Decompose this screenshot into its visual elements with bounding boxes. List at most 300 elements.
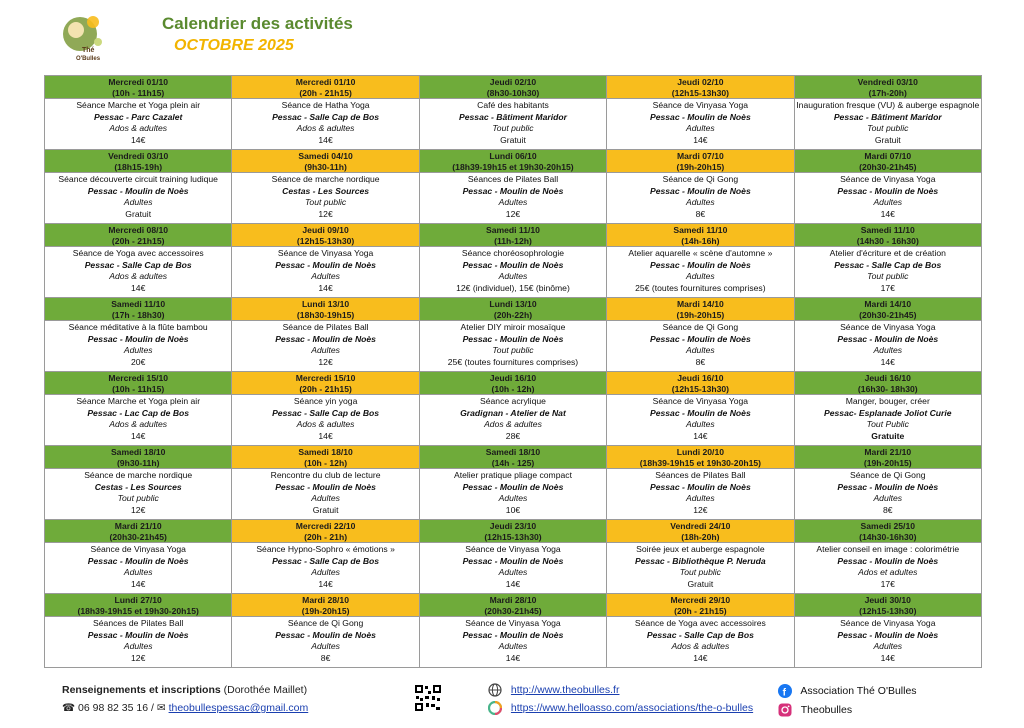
- activity-location: Pessac - Parc Cazalet: [94, 111, 183, 122]
- activity-cell: [607, 520, 794, 594]
- activity-body: [232, 99, 418, 146]
- activity-price: 17€: [880, 282, 895, 293]
- activity-date: Jeudi 16/10: [864, 373, 911, 383]
- mail-icon: ✉: [156, 702, 166, 714]
- activity-title: Café des habitants: [477, 100, 549, 110]
- activity-body: [795, 469, 981, 516]
- activity-body: [420, 543, 606, 590]
- activity-cell: [232, 150, 419, 224]
- activity-audience: Adultes: [686, 271, 715, 281]
- activity-cell: [45, 76, 232, 150]
- activity-location: Pessac - Moulin de Noès: [87, 333, 189, 344]
- activity-header: [232, 594, 418, 617]
- activity-time: (14h - 125): [491, 458, 535, 468]
- activity-date: Mercredi 01/10: [295, 77, 356, 87]
- activity-title: Séance Marche et Yoga plein air: [76, 396, 201, 406]
- activity-price: 14€: [693, 652, 708, 663]
- activity-time: (20h30-21h45): [484, 606, 542, 616]
- activity-time: (18h39-19h15 et 19h30-20h15): [77, 606, 199, 616]
- activity-audience: Adultes: [686, 419, 715, 429]
- activity-audience: Adultes: [311, 345, 340, 355]
- activity-header: [45, 446, 231, 469]
- activity-location: Pessac - Bâtiment Maridor: [833, 111, 942, 122]
- activity-body: [795, 173, 981, 220]
- activity-time: (20h - 21h): [304, 532, 348, 542]
- activity-audience: Tout Public: [866, 419, 909, 429]
- activity-header: [607, 594, 793, 617]
- activity-price: 12€: [505, 208, 521, 219]
- activity-date: Samedi 11/10: [673, 225, 728, 235]
- activity-price: 14€: [318, 282, 333, 293]
- activity-title: Inauguration fresque (VU) & auberge espagnole: [796, 100, 980, 110]
- activity-header: [45, 150, 231, 173]
- activity-cell: [419, 150, 606, 224]
- activity-time: (14h30-16h30): [859, 532, 917, 542]
- activity-time: (10h - 11h15): [112, 88, 165, 98]
- activity-cell: [45, 150, 232, 224]
- activity-body: [420, 395, 606, 442]
- activity-price: 14€: [880, 652, 895, 663]
- activity-location: Pessac - Moulin de Noès: [837, 185, 939, 196]
- calendar-row: [45, 594, 982, 668]
- instagram-icon[interactable]: [778, 703, 792, 717]
- activity-date: Jeudi 02/10: [489, 77, 537, 87]
- activity-body: [45, 321, 231, 368]
- activity-body: [607, 321, 793, 368]
- activity-cell: [419, 76, 606, 150]
- activity-location: Pessac - Moulin de Noès: [87, 629, 189, 640]
- activity-title: Séance yin yoga: [293, 396, 358, 406]
- activity-date: Samedi 18/10: [110, 447, 166, 457]
- activity-price: Gratuit: [687, 578, 714, 589]
- activity-cell: [45, 520, 232, 594]
- activity-location: Pessac- Esplanade Joliot Curie: [824, 407, 952, 418]
- activity-date: Jeudi 30/10: [864, 595, 911, 605]
- activity-date: Samedi 11/10: [485, 225, 540, 235]
- svg-text:f: f: [782, 687, 786, 698]
- activity-audience: Tout public: [304, 197, 347, 207]
- activity-time: (18h30-19h15): [296, 310, 355, 320]
- activity-header: [607, 446, 793, 469]
- activity-audience: Ados & adultes: [109, 271, 168, 281]
- activity-audience: Adultes: [311, 493, 340, 503]
- activity-audience: Tout public: [867, 123, 909, 133]
- activity-cell: [232, 298, 419, 372]
- activity-header: [45, 520, 231, 543]
- instagram-label[interactable]: Theobulles: [800, 703, 853, 716]
- activity-audience: Tout public: [867, 271, 909, 281]
- activity-date: Mercredi 08/10: [108, 225, 169, 235]
- activity-title: Atelier d'écriture et de création: [829, 248, 946, 258]
- activity-price: 12€: [318, 356, 333, 367]
- activity-title: Séance de Yoga avec accessoires: [634, 618, 766, 628]
- activity-cell: [232, 372, 419, 446]
- activity-header: [795, 298, 981, 321]
- activity-header: [420, 150, 606, 173]
- activity-time: (20h - 21h15): [299, 88, 352, 98]
- activity-title: Séance de Vinyasa Yoga: [840, 322, 936, 332]
- activity-audience: Ados & adultes: [109, 123, 168, 133]
- activity-audience: Adultes: [498, 197, 528, 207]
- activity-body: [607, 247, 793, 294]
- helloasso-icon: [488, 701, 502, 715]
- activity-header: [45, 298, 231, 321]
- activity-audience: Adultes: [311, 567, 340, 577]
- activity-price: 12€: [131, 652, 146, 663]
- activity-audience: Adultes: [498, 567, 528, 577]
- activity-price: 14€: [880, 356, 895, 367]
- activity-audience: Ados et adultes: [858, 567, 918, 577]
- activity-title: Séance de Vinyasa Yoga: [652, 100, 749, 110]
- activity-price: Gratuit: [874, 134, 901, 145]
- website-link[interactable]: http://www.theobulles.fr: [510, 683, 620, 696]
- activity-cell: [794, 446, 981, 520]
- activity-audience: Ados & adultes: [296, 419, 355, 429]
- info-line: [62, 684, 307, 696]
- activity-date: Lundi 06/10: [489, 151, 537, 161]
- activity-audience: Tout public: [117, 493, 159, 503]
- activity-header: [607, 150, 793, 173]
- activity-location: Pessac - Moulin de Noès: [837, 333, 939, 344]
- activity-body: [795, 99, 981, 146]
- activity-price: 12€: [318, 208, 333, 219]
- activity-header: [232, 224, 418, 247]
- activity-cell: [794, 520, 981, 594]
- activity-audience: Adultes: [686, 493, 715, 503]
- activity-cell: [794, 150, 981, 224]
- activity-body: [420, 617, 606, 664]
- activity-title: Séance de Vinyasa Yoga: [840, 174, 936, 184]
- activity-time: (17h-20h): [868, 88, 907, 98]
- activity-cell: [419, 594, 606, 668]
- activity-audience: Ados & adultes: [671, 641, 730, 651]
- activity-date: Mardi 28/10: [302, 595, 349, 605]
- activity-price: 14€: [131, 430, 146, 441]
- activity-date: Samedi 04/10: [298, 151, 353, 161]
- activity-date: Samedi 18/10: [298, 447, 353, 457]
- activity-location: Pessac - Salle Cap de Bos: [646, 629, 754, 640]
- activity-location: Pessac - Moulin de Noès: [649, 111, 751, 122]
- activity-location: Pessac - Salle Cap de Bos: [272, 111, 380, 122]
- activity-price: 12€: [131, 504, 146, 515]
- activity-time: (19h-20h15): [863, 458, 912, 468]
- activity-body: [232, 395, 418, 442]
- activity-time: (20h - 21h15): [111, 236, 165, 246]
- activity-time: (18h15-19h): [114, 162, 163, 172]
- activity-cell: [607, 372, 794, 446]
- helloasso-link[interactable]: https://www.helloasso.com/associations/the-o-bulles: [510, 701, 754, 714]
- info-contact: (Dorothée Maillet): [223, 684, 308, 696]
- activity-title: Séance Marche et Yoga plein air: [76, 100, 201, 110]
- calendar-row: [45, 224, 982, 298]
- activity-time: (20h30-21h45): [859, 162, 917, 172]
- contact-line: [62, 702, 308, 714]
- helloasso-line: [488, 701, 753, 715]
- activity-header: [232, 298, 418, 321]
- logo-text-obulles: O'Bulles: [76, 56, 101, 62]
- activity-time: (12h15-13h30): [859, 606, 917, 616]
- activity-location: Pessac - Moulin de Noès: [275, 481, 376, 492]
- activity-body: [607, 395, 793, 442]
- activity-time: (20h-22h): [493, 310, 533, 320]
- activity-cell: [607, 76, 794, 150]
- activity-audience: Adultes: [686, 345, 715, 355]
- activity-date: Samedi 18/10: [485, 447, 541, 457]
- activity-price: 28€: [505, 430, 521, 441]
- activity-title: Séance de Hatha Yoga: [281, 100, 370, 110]
- activity-time: (18h39-19h15 et 19h30-20h15): [639, 458, 762, 468]
- activity-body: [795, 395, 981, 442]
- activity-time: (12h15-13h30): [296, 236, 355, 246]
- activity-location: Pessac - Moulin de Noès: [87, 555, 189, 566]
- activity-title: Soirée jeux et auberge espagnole: [636, 544, 765, 554]
- activity-title: Séance de Vinyasa Yoga: [652, 396, 749, 406]
- activity-header: [795, 224, 981, 247]
- activity-body: [607, 173, 793, 220]
- activity-title: Atelier DIY miroir mosaïque: [460, 322, 566, 332]
- activity-audience: Ados & adultes: [484, 419, 542, 429]
- activity-time: (10h - 11h15): [112, 384, 165, 394]
- activity-header: [420, 594, 606, 617]
- activity-body: [45, 543, 231, 590]
- activity-time: (8h30-10h30): [486, 88, 540, 98]
- activity-location: Pessac - Moulin de Noès: [837, 481, 939, 492]
- activity-time: (12h15-13h30): [671, 88, 730, 98]
- activity-title: Séance de Vinyasa Yoga: [90, 544, 186, 554]
- info-label: Renseignements et inscriptions: [62, 684, 221, 696]
- activity-location: Pessac - Moulin de Noès: [87, 185, 189, 196]
- activity-title: Séances de Pilates Ball: [93, 618, 184, 628]
- activity-body: [795, 617, 981, 664]
- activity-location: Cestas - Les Sources: [94, 481, 182, 492]
- activity-location: Pessac - Salle Cap de Bos: [84, 259, 192, 270]
- activity-body: [795, 543, 981, 590]
- activity-audience: Tout public: [679, 567, 721, 577]
- calendar-row: [45, 76, 982, 150]
- activity-time: (19h-20h15): [301, 606, 350, 616]
- activity-cell: [419, 298, 606, 372]
- activity-cell: [794, 372, 981, 446]
- activity-location: Pessac - Lac Cap de Bos: [87, 407, 190, 418]
- activity-body: [420, 321, 606, 368]
- activity-date: Mardi 21/10: [114, 521, 162, 531]
- activity-price: 20€: [131, 356, 146, 367]
- activity-body: [607, 99, 793, 146]
- activity-cell: [607, 224, 794, 298]
- activity-location: Pessac - Moulin de Noès: [649, 333, 751, 344]
- activity-title: Séance découverte circuit training ludique: [58, 174, 218, 184]
- activity-time: (20h - 21h15): [299, 384, 352, 394]
- activity-price: 8€: [695, 208, 706, 219]
- activity-header: [420, 372, 606, 395]
- activity-audience: Adultes: [498, 493, 528, 503]
- activity-time: (19h-20h15): [676, 162, 725, 172]
- activity-header: [232, 76, 418, 99]
- activity-calendar-grid: [44, 75, 982, 668]
- activity-price: 8€: [320, 652, 331, 663]
- activity-body: [232, 617, 418, 664]
- activity-header: [45, 372, 231, 395]
- activity-body: [45, 469, 231, 516]
- activity-audience: Adultes: [123, 345, 153, 355]
- email-link[interactable]: theobullespessac@gmail.com: [168, 702, 309, 714]
- activity-date: Samedi 11/10: [860, 225, 915, 235]
- activity-header: [420, 520, 606, 543]
- activity-cell: [232, 224, 419, 298]
- activity-title: Manger, bouger, créer: [845, 396, 930, 406]
- facebook-label[interactable]: Association Thé O'Bulles: [800, 684, 917, 697]
- activity-audience: Adultes: [873, 197, 903, 207]
- activity-title: Séance de Vinyasa Yoga: [840, 618, 936, 628]
- activity-cell: [794, 298, 981, 372]
- activity-price: 14€: [318, 578, 333, 589]
- activity-audience: Tout public: [492, 123, 534, 133]
- activity-header: [420, 224, 606, 247]
- activity-cell: [607, 446, 794, 520]
- activity-header: [607, 76, 793, 99]
- activity-title: Atelier conseil en image : colorimétrie: [816, 544, 960, 554]
- activity-header: [45, 594, 231, 617]
- activity-location: Pessac - Bâtiment Maridor: [459, 111, 567, 122]
- activity-price: 25€ (toutes fournitures comprises): [635, 282, 766, 293]
- activity-location: Pessac - Moulin de Noès: [649, 185, 751, 196]
- activity-location: Pessac - Moulin de Noès: [837, 629, 939, 640]
- globe-icon: [488, 683, 502, 697]
- instagram-line: [778, 703, 852, 717]
- activity-header: [232, 150, 418, 173]
- activity-date: Jeudi 16/10: [489, 373, 537, 383]
- activity-body: [420, 99, 606, 146]
- activity-title: Atelier aquarelle « scène d'automne »: [628, 248, 773, 258]
- activity-price: 8€: [695, 356, 706, 367]
- activity-price: 14€: [131, 134, 146, 145]
- activity-header: [607, 520, 793, 543]
- activity-time: (14h-16h): [681, 236, 720, 246]
- activity-body: [420, 469, 606, 516]
- activity-date: Jeudi 23/10: [489, 521, 537, 531]
- activity-price: Gratuite: [871, 430, 905, 441]
- activity-location: Pessac - Moulin de Noès: [275, 629, 376, 640]
- qr-code-icon[interactable]: [414, 684, 442, 712]
- activity-audience: Adultes: [686, 123, 715, 133]
- activity-body: [232, 321, 418, 368]
- activity-date: Mardi 07/10: [864, 151, 912, 161]
- activity-location: Pessac - Moulin de Noès: [275, 259, 376, 270]
- activity-audience: Adultes: [311, 641, 340, 651]
- activity-date: Lundi 13/10: [301, 299, 350, 309]
- activity-cell: [232, 594, 419, 668]
- activity-body: [45, 173, 231, 220]
- activity-header: [420, 298, 606, 321]
- activity-time: (9h30-11h): [304, 162, 347, 172]
- activity-audience: Tout public: [492, 345, 534, 355]
- calendar-row: [45, 520, 982, 594]
- activity-date: Mardi 07/10: [676, 151, 724, 161]
- activity-time: (18h-20h): [681, 532, 720, 542]
- activity-price: 12€ (individuel), 15€ (binôme): [456, 282, 570, 293]
- activity-title: Séance méditative à la flûte bambou: [68, 322, 208, 332]
- activity-cell: [232, 76, 419, 150]
- activity-header: [607, 372, 793, 395]
- activity-location: Pessac - Moulin de Noès: [462, 481, 564, 492]
- activity-price: 14€: [693, 134, 708, 145]
- page-footer: [0, 676, 1024, 728]
- activity-price: 14€: [318, 430, 333, 441]
- activity-price: 14€: [693, 430, 708, 441]
- activity-header: [420, 446, 606, 469]
- activity-date: Mardi 21/10: [864, 447, 912, 457]
- activity-price: 14€: [505, 578, 521, 589]
- activity-audience: Adultes: [686, 197, 715, 207]
- activity-header: [45, 76, 231, 99]
- activity-title: Séance Hypno-Sophro « émotions »: [256, 544, 395, 554]
- facebook-icon[interactable]: [778, 684, 792, 698]
- activity-cell: [232, 520, 419, 594]
- activity-location: Pessac - Moulin de Noès: [462, 629, 564, 640]
- activity-date: Mercredi 29/10: [670, 595, 731, 605]
- activity-location: Pessac - Bibliothèque P. Neruda: [635, 555, 766, 566]
- activity-title: Séance de marche nordique: [84, 470, 193, 480]
- activity-cell: [419, 224, 606, 298]
- activity-price: 14€: [505, 652, 521, 663]
- activity-date: Lundi 20/10: [676, 447, 724, 457]
- page-subtitle: OCTOBRE 2025: [174, 37, 294, 54]
- activity-time: (12h15-13h30): [484, 532, 542, 542]
- page-header: [0, 0, 1024, 70]
- activity-location: Pessac - Moulin de Noès: [462, 259, 564, 270]
- activity-body: [420, 173, 606, 220]
- activity-title: Séance de Qi Gong: [662, 174, 739, 184]
- activity-header: [795, 150, 981, 173]
- activity-header: [795, 446, 981, 469]
- activity-date: Vendredi 24/10: [670, 521, 731, 531]
- activity-cell: [45, 298, 232, 372]
- activity-price: 14€: [880, 208, 895, 219]
- activity-location: Pessac - Moulin de Noès: [649, 407, 751, 418]
- activity-time: (20h30-21h45): [859, 310, 917, 320]
- activity-body: [795, 321, 981, 368]
- activity-location: Pessac - Moulin de Noès: [649, 259, 751, 270]
- activity-price: 14€: [131, 282, 146, 293]
- activity-title: Séance acrylique: [480, 396, 546, 406]
- activity-price: 25€ (toutes fournitures comprises): [447, 356, 579, 367]
- activity-title: Séances de Pilates Ball: [467, 174, 559, 184]
- activity-price: 14€: [318, 134, 333, 145]
- activity-title: Séance de marche nordique: [271, 174, 380, 184]
- activity-body: [45, 617, 231, 664]
- activity-date: Jeudi 02/10: [677, 77, 724, 87]
- activity-audience: Ados & adultes: [109, 419, 168, 429]
- activity-date: Vendredi 03/10: [857, 77, 918, 87]
- calendar-row: [45, 372, 982, 446]
- activity-time: (14h30 - 16h30): [856, 236, 919, 246]
- activity-date: Lundi 13/10: [489, 299, 537, 309]
- activity-header: [232, 446, 418, 469]
- logo-text-the: Thé: [82, 47, 95, 54]
- activity-body: [232, 173, 418, 220]
- activity-location: Cestas - Les Sources: [282, 185, 370, 196]
- activity-title: Séance de Qi Gong: [287, 618, 364, 628]
- activity-title: Séance de Yoga avec accessoires: [72, 248, 204, 258]
- activity-audience: Adultes: [498, 271, 528, 281]
- activity-header: [795, 372, 981, 395]
- activity-title: Séance de Qi Gong: [662, 322, 739, 332]
- activity-title: Séance choréosophrologie: [461, 248, 565, 258]
- activity-audience: Adultes: [123, 641, 153, 651]
- activity-location: Pessac - Moulin de Noès: [837, 555, 939, 566]
- activity-header: [232, 372, 418, 395]
- calendar-row: [45, 446, 982, 520]
